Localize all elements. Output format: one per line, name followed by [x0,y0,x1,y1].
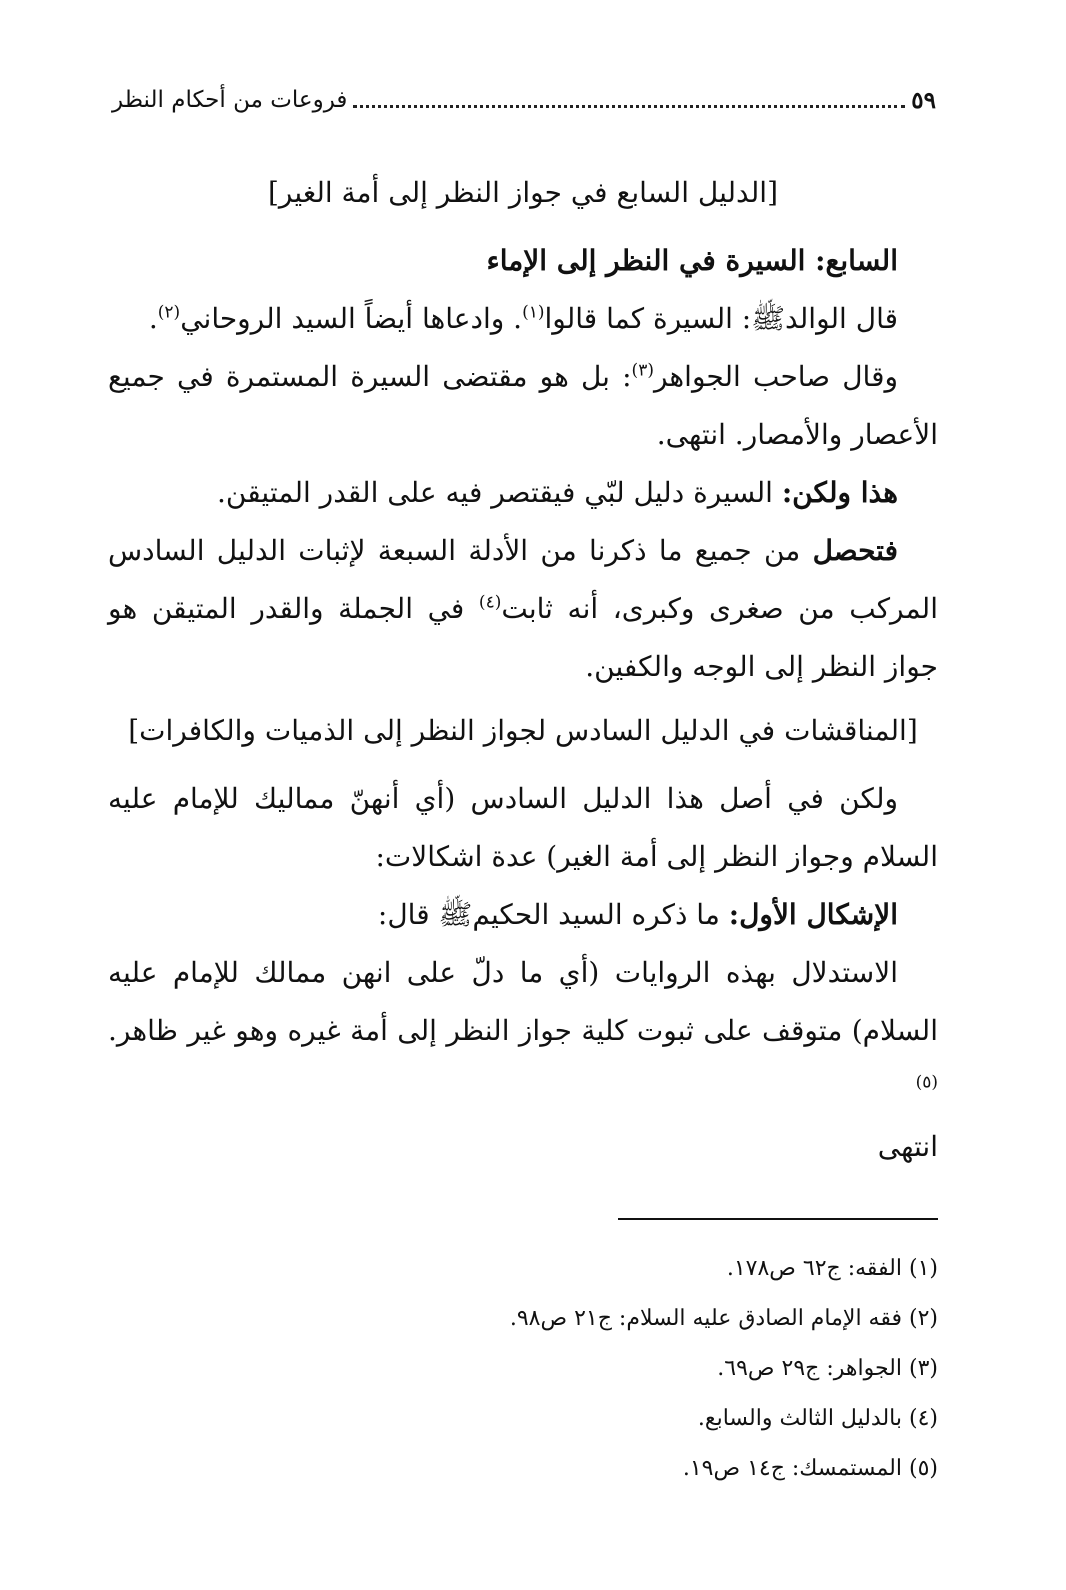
text-jawahir-a: وقال صاحب الجواهر [653,360,898,393]
header-dot-leader [353,105,905,108]
section-heading-discussions: [المناقشات في الدليل السادس لجواز النظر إلى الذميات والكافرات] [128,714,918,747]
text-fatahassal-a: من جميع ما ذكرنا من الأدلة السبعة لإثبات الدليل السادس المركب من صغرى وكبرى، أنه ثابت [108,534,938,625]
text-qal-a: قال الوالدﷺ: السيرة كما قالوا [544,302,898,335]
section-heading-seventh-proof: [الدليل السابع في جواز النظر إلى أمة الغير] [268,176,778,209]
text-hatha: السيرة دليل لبّي فيقتصر فيه على القدر المتيقن. [217,476,782,509]
paragraph-ishkal [108,886,938,944]
footnote-2: (٢) فقه الإمام الصادق عليه السلام: ج٢١ ص٩٨. [509,1306,938,1331]
paragraph-qal-walid [108,290,938,348]
footnote-5: (٥) المستمسك: ج١٤ ص١٩. [682,1456,938,1481]
main-text [108,158,938,1176]
paragraph-hatha [108,464,938,522]
footnote-3: (٣) الجواهر: ج٢٩ ص٦٩. [717,1356,938,1381]
lead-hatha: هذا ولكن: [781,476,898,509]
text-qal-b: . وادعاها أيضاً السيد الروحاني [180,302,523,335]
lead-ishkal: الإشكال الأول: [728,898,898,931]
text-ishkal: ما ذكره السيد الحكيمﷺ قال: [377,898,729,931]
paragraph-sabi [108,232,938,290]
text-jawahir-b: : بل هو مقتضى السيرة المستمرة في جميع الأعصار والأمصار. انتهى. [108,360,938,451]
footnote-4: (٤) بالدليل الثالث والسابع. [697,1406,938,1431]
text-qal-c: . [148,302,158,335]
paragraph-fatahassal [108,522,938,696]
text-istidlal-a: الاستدلال بهذه الروايات (أي ما دلّ على انهن ممالك للإمام عليه السلام) متوقف على ثبوت كلية جواز النظر إلى أمة غيره وهو غير ظاهر. [108,956,938,1047]
footnote-ref-5[interactable]: (٥) [915,1072,938,1093]
footnote-1: (١) الفقه: ج٦٢ ص١٧٨. [726,1256,938,1281]
text-fatahassal-b: في الجملة والقدر المتيقن هو جواز النظر إلى الوجه والكفين. [108,592,938,683]
lead-sabi: السابع: السيرة في النظر إلى الإماء [486,244,898,277]
paragraph-intaha: انتهى [877,1130,938,1163]
running-header [112,78,936,122]
paragraph-lakin: ولكن في أصل هذا الدليل السادس (أي أنهنّ مماليك للإمام عليه السلام وجواز النظر إلى أمة الغير) عدة اشكالات: [108,782,938,873]
paragraph-jawahir [108,348,938,464]
footnote-ref-4[interactable]: (٤) [478,592,502,613]
page-number: ٥٩ [911,86,936,114]
footnote-divider [618,1218,938,1220]
footnotes [118,1218,938,1494]
running-title: فروعات من أحكام النظر [112,87,348,113]
paragraph-istidlal [108,944,938,1118]
footnote-ref-2[interactable]: (٢) [157,302,181,323]
lead-fatahassal: فتحصل [812,534,898,567]
footnote-ref-1[interactable]: (١) [522,302,545,323]
footnote-ref-3[interactable]: (٣) [631,360,654,381]
